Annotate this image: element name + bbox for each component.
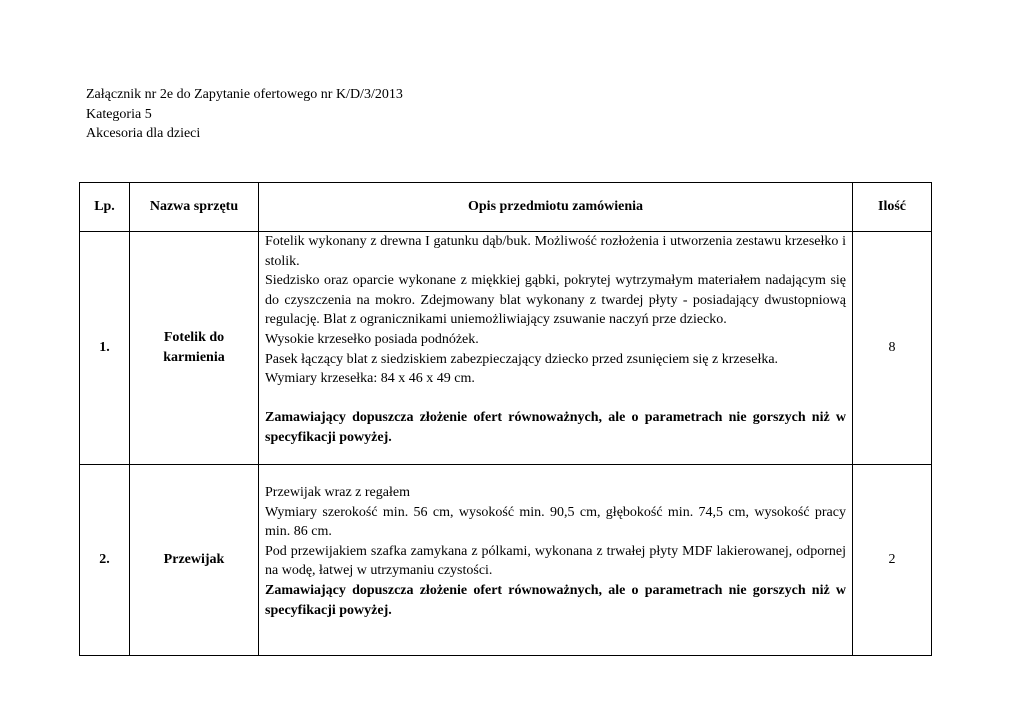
item-description — [259, 465, 853, 656]
column-header-name: Nazwa sprzętu — [130, 183, 259, 232]
table-row — [80, 232, 932, 465]
description-paragraph: Wymiary szerokość min. 56 cm, wysokość min. 90,5 cm, głębokość min. 74,5 cm, wysokość pracy min. 86 cm. — [265, 504, 846, 540]
category-label: Kategoria 5 — [86, 106, 152, 122]
item-quantity: 8 — [853, 232, 932, 465]
equivalence-note: Zamawiający dopuszcza złożenie ofert równoważnych, ale o parametrach nie gorszych niż w specyfikacji powyżej. — [265, 582, 846, 618]
item-description — [259, 232, 853, 465]
row-number: 2. — [80, 465, 130, 656]
item-name — [130, 232, 259, 465]
table-row — [80, 465, 932, 656]
item-name — [130, 465, 259, 656]
item-name-line: Przewijak — [163, 552, 225, 568]
description-paragraph: Wymiary krzesełka: 84 x 46 x 49 cm. — [265, 371, 475, 387]
column-header-quantity: Ilość — [853, 183, 932, 232]
equivalence-note: Zamawiający dopuszcza złożenie ofert równoważnych, ale o parametrach nie gorszych niż w specyfikacji powyżej. — [265, 410, 846, 445]
category-name: Akcesoria dla dzieci — [86, 126, 201, 142]
row-number: 1. — [80, 232, 130, 465]
item-name-line: Fotelik do — [163, 330, 225, 346]
specification-table — [79, 182, 932, 656]
item-quantity: 2 — [853, 465, 932, 656]
table-header-row — [80, 183, 932, 232]
item-name-line: karmienia — [163, 350, 225, 365]
description-paragraph: Pod przewijakiem szafka zamykana z pólkami, wykonana z trwałej płyty MDF lakierowanej, odpornej na wodę, łatwej w utrzymaniu czystości. — [265, 543, 846, 579]
attachment-title: Załącznik nr 2e do Zapytanie ofertowego nr K/D/3/2013 — [86, 87, 403, 102]
description-paragraph: Wysokie krzesełko posiada podnóżek. — [265, 331, 479, 347]
description-paragraph: Fotelik wykonany z drewna I gatunku dąb/buk. Możliwość rozłożenia i utworzenia zestawu krzesełko i stolik. — [265, 234, 846, 269]
description-paragraph: Siedzisko oraz oparcie wykonane z miękkiej gąbki, pokrytej wytrzymałym materiałem nadającym się do czyszczenia na mokro. Zdejmowany blat wykonany z twardej płyty - posiadający dwustopniową regulację. Blat z ogranicznikami uniemożliwiający zsuwanie naczyń prze dziecko. — [265, 273, 846, 328]
description-paragraph: Przewijak wraz z regałem — [265, 485, 410, 500]
column-header-lp: Lp. — [80, 183, 130, 232]
description-paragraph: Pasek łączący blat z siedziskiem zabezpieczający dziecko przed zsunięciem się z krzesełka. — [265, 351, 779, 367]
column-header-description: Opis przedmiotu zamówienia — [259, 183, 853, 232]
document-header — [86, 85, 403, 144]
